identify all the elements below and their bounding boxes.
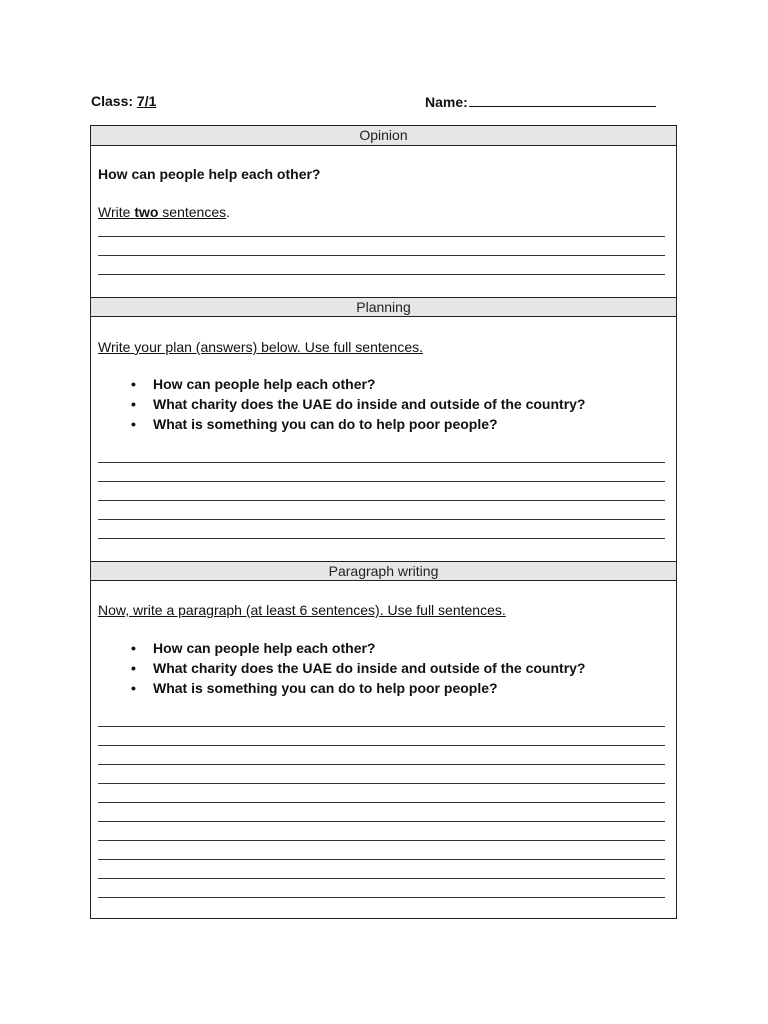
opinion-instruction-pre: Write [98, 204, 135, 220]
paragraph-instruction: Now, write a paragraph (at least 6 sentences). Use full sentences. [98, 602, 506, 618]
list-item [98, 658, 585, 678]
bullet-icon: • [131, 376, 136, 392]
paragraph-bullet-text: How can people help each other? [153, 640, 376, 656]
opinion-question: How can people help each other? [98, 166, 321, 182]
paragraph-writing-line[interactable] [98, 840, 665, 841]
paragraph-writing-line[interactable] [98, 859, 665, 860]
planning-writing-line[interactable] [98, 500, 665, 501]
opinion-writing-line[interactable] [98, 255, 665, 256]
bullet-icon: • [131, 396, 136, 412]
class-field [91, 93, 156, 109]
list-item [98, 394, 585, 414]
paragraph-writing-line[interactable] [98, 821, 665, 822]
bullet-icon: • [131, 640, 136, 656]
list-item [98, 638, 585, 658]
paragraph-writing-line[interactable] [98, 745, 665, 746]
paragraph-writing-line[interactable] [98, 897, 665, 898]
class-value: 7/1 [136, 93, 157, 109]
planning-writing-line[interactable] [98, 538, 665, 539]
list-item [98, 414, 585, 434]
paragraph-bullet-list [98, 638, 585, 698]
planning-writing-line[interactable] [98, 519, 665, 520]
planning-bullet-list [98, 374, 585, 434]
paragraph-writing-line[interactable] [98, 783, 665, 784]
name-label: Name: [425, 94, 468, 110]
opinion-instruction-post: sentences [158, 204, 227, 220]
worksheet-table [90, 125, 677, 919]
class-label: Class: [91, 93, 137, 109]
paragraph-writing-line[interactable] [98, 764, 665, 765]
opinion-heading: Opinion [91, 126, 676, 146]
planning-instruction: Write your plan (answers) below. Use full sentences. [98, 339, 423, 355]
planning-bullet-text: What is something you can do to help poor people? [153, 416, 498, 432]
paragraph-writing-line[interactable] [98, 802, 665, 803]
bullet-icon: • [131, 680, 136, 696]
paragraph-bullet-text: What is something you can do to help poor people? [153, 680, 498, 696]
worksheet-header [91, 93, 678, 113]
list-item [98, 374, 585, 394]
opinion-instruction-bold: two [134, 204, 159, 220]
planning-writing-line[interactable] [98, 481, 665, 482]
planning-bullet-text: What charity does the UAE do inside and outside of the country? [153, 396, 586, 412]
opinion-writing-line[interactable] [98, 274, 665, 275]
planning-heading: Planning [91, 297, 676, 317]
bullet-icon: • [131, 660, 136, 676]
list-item [98, 678, 585, 698]
opinion-writing-line[interactable] [98, 236, 665, 237]
paragraph-writing-line[interactable] [98, 726, 665, 727]
name-field [425, 93, 656, 110]
paragraph-heading: Paragraph writing [91, 561, 676, 581]
name-blank-line[interactable] [469, 93, 656, 107]
planning-bullet-text: How can people help each other? [153, 376, 376, 392]
paragraph-writing-line[interactable] [98, 878, 665, 879]
opinion-instruction [98, 203, 230, 221]
opinion-instruction-period: . [226, 204, 231, 220]
bullet-icon: • [131, 416, 136, 432]
paragraph-bullet-text: What charity does the UAE do inside and outside of the country? [153, 660, 586, 676]
planning-writing-line[interactable] [98, 462, 665, 463]
